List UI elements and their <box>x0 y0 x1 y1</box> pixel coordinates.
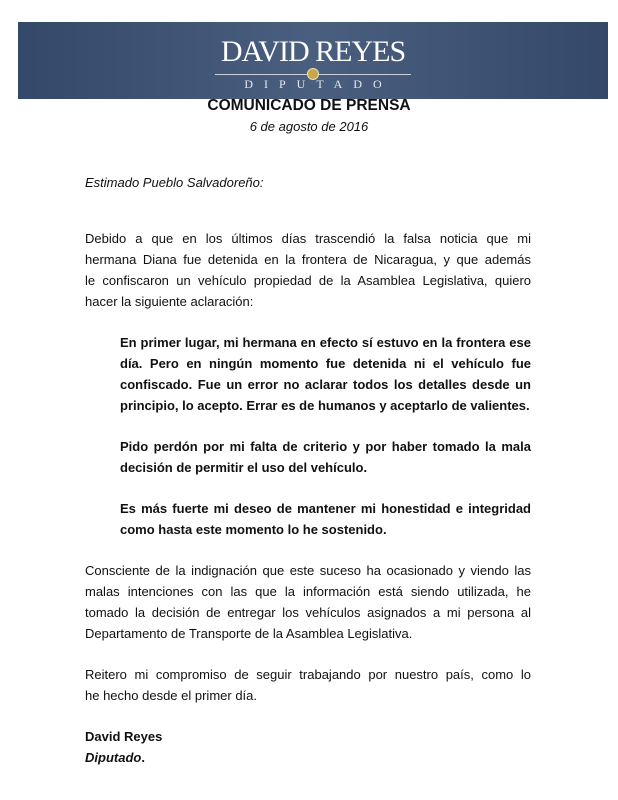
paragraph3-line: he hecho desde el primer día. <box>85 688 257 703</box>
statement1-line: principio, lo acepto. Errar es de humanos y aceptarlo de valientes. <box>120 398 530 413</box>
greeting: Estimado Pueblo Salvadoreño: <box>85 175 264 190</box>
paragraph1-line: Debido a que en los últimos días trascendió la falsa noticia que mi <box>85 231 531 246</box>
statement1-line: En primer lugar, mi hermana en efecto sí estuvo en la frontera ese <box>120 335 531 350</box>
statement2-line: decisión de permitir el uso del vehículo. <box>120 460 368 475</box>
signature-role <box>85 750 531 766</box>
paragraph1-line: hermana Diana fue detenida en la frontera de Nicaragua, y que además <box>85 252 531 267</box>
statement3-line: Es más fuerte mi deseo de mantener mi honestidad e integridad <box>120 501 531 516</box>
statement2-line: Pido perdón por mi falta de criterio y por haber tomado la mala <box>120 439 531 454</box>
statement1-line: confiscado. Fue un error no aclarar todos los detalles desde un <box>120 377 531 392</box>
signature-role-period: . <box>141 750 145 765</box>
document-date: 6 de agosto de 2016 <box>249 119 369 134</box>
paragraph2-line: Departamento de Transporte de la Asamblea Legislativa. <box>85 626 413 641</box>
header-banner <box>18 22 608 99</box>
document-title: COMUNICADO DE PRENSA <box>207 97 411 114</box>
statement3-line: como hasta este momento lo he sostenido. <box>120 522 387 537</box>
paragraph3-line: Reitero mi compromiso de seguir trabajando por nuestro país, como lo <box>85 667 531 682</box>
paragraph2-line: Consciente de la indignación que este suceso ha ocasionado y viendo las <box>85 563 531 578</box>
paragraph2-line: tomado la decisión de entregar los vehículos asignados a mi persona al <box>85 605 531 620</box>
statement1-line: día. Pero en ningún momento fue detenida ni el vehículo fue <box>120 356 531 371</box>
paragraph2-line: malas intenciones con las que la información está siendo utilizada, he <box>85 584 531 599</box>
logo-subtitle: DIPUTADO <box>244 77 393 91</box>
signature-name: David Reyes <box>85 729 163 744</box>
paragraph1-line: le confiscaron un vehículo propiedad de la Asamblea Legislativa, quiero <box>85 273 531 288</box>
logo-name: DAVID REYES <box>220 35 406 68</box>
signature-role-text: Diputado <box>85 750 142 765</box>
paragraph1-line: hacer la siguiente aclaración: <box>85 294 254 309</box>
